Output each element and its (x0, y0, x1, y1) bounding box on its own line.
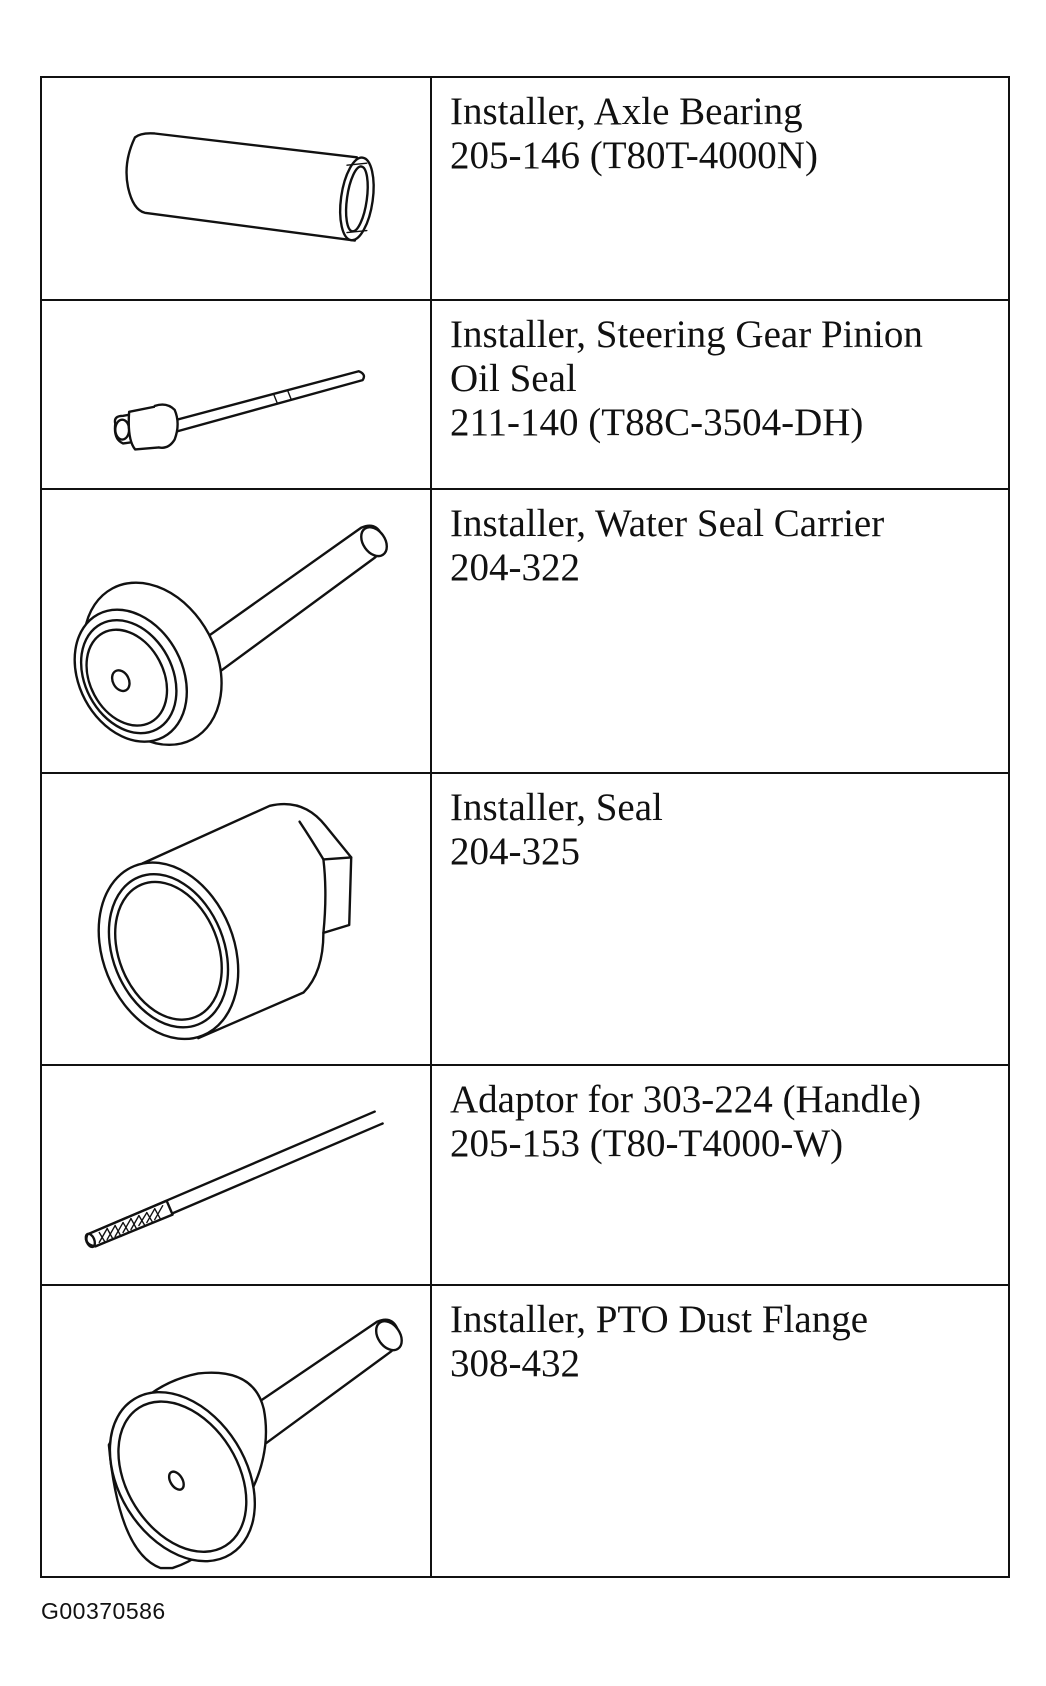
tool-illustration-cell (41, 300, 431, 489)
table-row (41, 300, 1009, 489)
tool-description-cell (431, 1065, 1009, 1285)
water-seal-carrier-installer-icon (42, 490, 430, 772)
tool-part-number: 308-432 (450, 1342, 580, 1385)
tool-illustration-cell (41, 773, 431, 1065)
tool-part-number: 204-325 (450, 830, 580, 873)
tool-name: Installer, Steering Gear Pinion (450, 313, 923, 356)
tool-description-cell (431, 77, 1009, 300)
pto-dust-flange-installer-icon (42, 1286, 430, 1576)
table-row (41, 1285, 1009, 1577)
special-tools-table (40, 76, 1010, 1578)
tool-name-continued: Oil Seal (450, 357, 577, 400)
steering-gear-pinion-seal-installer-rod-icon (42, 301, 430, 488)
tool-name: Installer, Seal (450, 786, 663, 829)
tool-name: Adaptor for 303-224 (Handle) (450, 1078, 922, 1121)
table-row (41, 489, 1009, 773)
tool-part-number: 211-140 (T88C-3504-DH) (450, 401, 864, 444)
tool-name: Installer, PTO Dust Flange (450, 1298, 869, 1341)
tool-illustration-cell (41, 1065, 431, 1285)
tool-name: Installer, Axle Bearing (450, 90, 803, 133)
table-row (41, 77, 1009, 300)
tool-part-number: 204-322 (450, 546, 580, 589)
tool-description-cell (431, 300, 1009, 489)
tool-name: Installer, Water Seal Carrier (450, 502, 885, 545)
tool-part-number: 205-153 (T80-T4000-W) (450, 1122, 844, 1165)
tool-illustration-cell (41, 489, 431, 773)
tool-description-cell (431, 489, 1009, 773)
figure-id: G00370586 (41, 1598, 166, 1624)
tool-description-cell (431, 1285, 1009, 1577)
seal-installer-sleeve-icon (42, 774, 430, 1064)
tool-illustration-cell (41, 77, 431, 300)
table-row (41, 773, 1009, 1065)
handle-adaptor-rod-icon (42, 1066, 430, 1284)
tool-description-cell (431, 773, 1009, 1065)
tool-illustration-cell (41, 1285, 431, 1577)
table-row (41, 1065, 1009, 1285)
axle-bearing-installer-tube-icon (42, 78, 430, 299)
tool-part-number: 205-146 (T80T-4000N) (450, 134, 818, 177)
